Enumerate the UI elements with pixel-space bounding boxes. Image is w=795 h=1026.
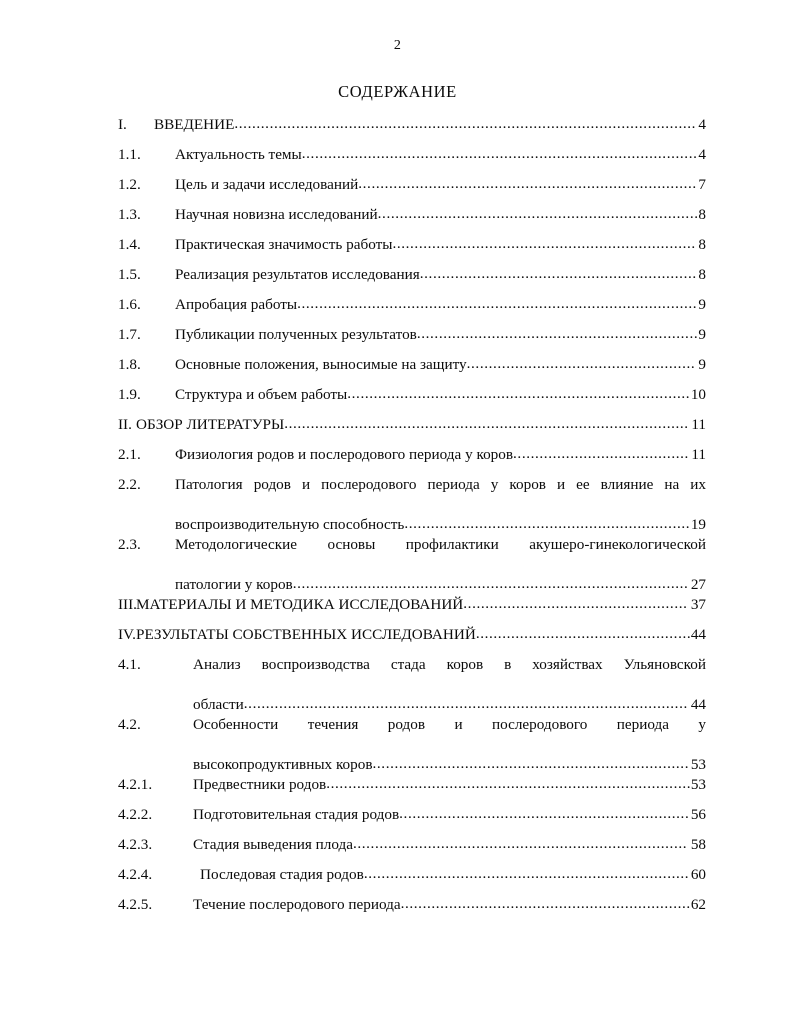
toc-leader-dots: ......................................................................................................... bbox=[234, 115, 697, 132]
toc-entry-number: 1.1. bbox=[118, 146, 141, 163]
toc-entry-label: Подготовительная стадия родов bbox=[193, 806, 400, 823]
toc-entry-number: 4.2.5. bbox=[118, 896, 153, 913]
toc-entry-page: 44 bbox=[690, 626, 706, 643]
toc-entry-page: 56 bbox=[690, 806, 706, 823]
toc-entry-number: 1.6. bbox=[118, 296, 141, 313]
toc-entry-page: 8 bbox=[698, 236, 706, 253]
toc-leader-dots: ................................................................ bbox=[416, 325, 699, 342]
page-number: 2 bbox=[393, 38, 402, 53]
toc-entry[interactable] bbox=[118, 202, 706, 232]
toc-entry[interactable] bbox=[118, 892, 706, 922]
toc-entry-label: РЕЗУЛЬТАТЫ СОБСТВЕННЫХ ИССЛЕДОВАНИЙ bbox=[136, 626, 476, 643]
toc-entry-number: 1.8. bbox=[118, 356, 141, 373]
toc-entry-label-continued: высокопродуктивных коров bbox=[193, 756, 373, 773]
toc-entry-number: IV. bbox=[118, 626, 136, 643]
toc-entry[interactable] bbox=[118, 142, 706, 172]
toc-leader-dots: ........................................ bbox=[513, 445, 689, 462]
toc-entry-page: 58 bbox=[690, 836, 706, 853]
toc-entry-page: 8 bbox=[698, 206, 706, 223]
toc-leader-dots: ......................................................................... bbox=[377, 205, 699, 222]
toc-leader-dots: ........................................................................................... bbox=[297, 295, 698, 312]
toc-entry-label: МАТЕРИАЛЫ И МЕТОДИКА ИССЛЕДОВАНИЙ bbox=[136, 596, 464, 613]
toc-leader-dots: ........................................................................ bbox=[372, 755, 690, 772]
toc-leader-dots: ............................................................................................ bbox=[284, 415, 689, 432]
toc-entry-number: 4.2.1. bbox=[118, 776, 153, 793]
toc-entry-page: 44 bbox=[690, 696, 706, 713]
toc-leader-dots: ............................................................... bbox=[419, 265, 697, 282]
toc-entry-page: 53 bbox=[690, 776, 706, 793]
toc-entry-page: 62 bbox=[690, 896, 706, 913]
toc-entry[interactable] bbox=[118, 622, 706, 652]
toc-leader-dots: ................................................................. bbox=[404, 515, 691, 532]
toc-entry-number: 4.1. bbox=[118, 656, 141, 673]
toc-entry-label: Физиология родов и послеродового периода у коров bbox=[175, 446, 514, 463]
toc-entry-page: 37 bbox=[690, 596, 706, 613]
toc-entry-page: 10 bbox=[690, 386, 706, 403]
toc-entry-label: Структура и объем работы bbox=[175, 386, 348, 403]
toc-entry-number: II. bbox=[118, 416, 132, 433]
toc-entry[interactable] bbox=[118, 262, 706, 292]
toc-leader-dots: .................................................... bbox=[466, 355, 696, 372]
toc-entry[interactable] bbox=[118, 352, 706, 382]
table-of-contents bbox=[118, 112, 706, 922]
toc-entry-page: 9 bbox=[698, 326, 706, 343]
toc-entry[interactable] bbox=[118, 832, 706, 862]
toc-entry[interactable] bbox=[118, 592, 706, 622]
toc-entry-page: 9 bbox=[698, 356, 706, 373]
toc-entry-label: Патология родов и послеродового периода у коров и ее влияние на их bbox=[175, 476, 706, 493]
toc-entry-number: III. bbox=[118, 596, 137, 613]
toc-entry-label: Методологические основы профилактики акушеро-гинекологической bbox=[175, 536, 706, 553]
toc-entry-label: Особенности течения родов и послеродового периода у bbox=[193, 716, 706, 733]
toc-leader-dots: ..................................................................................................... bbox=[243, 695, 688, 712]
toc-entry-label: Стадия выведения плода bbox=[193, 836, 353, 853]
toc-entry-label: Течение послеродового периода bbox=[193, 896, 401, 913]
toc-entry[interactable] bbox=[118, 472, 706, 532]
toc-entry[interactable] bbox=[118, 172, 706, 202]
toc-entry[interactable] bbox=[118, 862, 706, 892]
toc-leader-dots: ..................................................................... bbox=[392, 235, 696, 252]
toc-entry-number: 1.9. bbox=[118, 386, 141, 403]
toc-entry-page: 4 bbox=[698, 116, 706, 133]
toc-entry-page: 8 bbox=[698, 266, 706, 283]
toc-entry[interactable] bbox=[118, 652, 706, 712]
toc-leader-dots: .................................................................. bbox=[400, 895, 691, 912]
toc-entry[interactable] bbox=[118, 412, 706, 442]
toc-leader-dots: ............................................................................. bbox=[358, 175, 697, 192]
toc-entry-label: Реализация результатов исследования bbox=[175, 266, 420, 283]
toc-entry-page: 53 bbox=[690, 756, 706, 773]
toc-entry-label: Анализ воспроизводства стада коров в хозяйствах Ульяновской bbox=[193, 656, 706, 673]
toc-entry-number: 2.2. bbox=[118, 476, 141, 493]
toc-entry-label: Научная новизна исследований bbox=[175, 206, 378, 223]
toc-entry-number: 1.5. bbox=[118, 266, 141, 283]
toc-entry-page: 19 bbox=[690, 516, 706, 533]
toc-entry-label: Основные положения, выносимые на защиту bbox=[175, 356, 467, 373]
toc-leader-dots: ............................................................................ bbox=[352, 835, 688, 852]
toc-entry[interactable] bbox=[118, 532, 706, 592]
toc-leader-dots: .................................................................. bbox=[399, 805, 690, 822]
toc-leader-dots: .............................................................................. bbox=[347, 385, 691, 402]
toc-leader-dots: ................................................... bbox=[463, 595, 688, 612]
toc-entry-label-continued: области bbox=[193, 696, 244, 713]
toc-leader-dots: .......................................................................................... bbox=[292, 575, 689, 592]
toc-entry-page: 7 bbox=[698, 176, 706, 193]
toc-entry[interactable] bbox=[118, 322, 706, 352]
toc-entry-number: I. bbox=[118, 116, 127, 133]
toc-entry-label: Последовая стадия родов bbox=[200, 866, 364, 883]
toc-entry-number: 4.2.3. bbox=[118, 836, 153, 853]
toc-entry-label: Апробация работы bbox=[175, 296, 298, 313]
toc-entry-page: 11 bbox=[691, 416, 706, 433]
toc-entry-number: 1.3. bbox=[118, 206, 141, 223]
toc-entry-page: 27 bbox=[690, 576, 706, 593]
toc-entry-label: Актуальность темы bbox=[175, 146, 302, 163]
toc-entry[interactable] bbox=[118, 232, 706, 262]
toc-entry[interactable] bbox=[118, 442, 706, 472]
toc-entry-label: ОБЗОР ЛИТЕРАТУРЫ bbox=[136, 416, 285, 433]
toc-entry-number: 1.4. bbox=[118, 236, 141, 253]
toc-leader-dots: .......................................................................................... bbox=[301, 145, 698, 162]
toc-leader-dots: .......................................................................... bbox=[363, 865, 690, 882]
toc-entry-label: Публикации полученных результатов bbox=[175, 326, 417, 343]
toc-entry-label: Практическая значимость работы bbox=[175, 236, 393, 253]
toc-entry[interactable] bbox=[118, 292, 706, 322]
toc-entry-number: 4.2.2. bbox=[118, 806, 153, 823]
toc-entry-label: ВВЕДЕНИЕ bbox=[154, 116, 235, 133]
toc-entry-number: 2.1. bbox=[118, 446, 141, 463]
toc-entry-page: 60 bbox=[690, 866, 706, 883]
toc-entry[interactable] bbox=[118, 712, 706, 772]
toc-entry[interactable] bbox=[118, 382, 706, 412]
page-title: СОДЕРЖАНИЕ bbox=[338, 82, 457, 101]
toc-entry[interactable] bbox=[118, 772, 706, 802]
toc-entry-label-continued: патологии у коров bbox=[175, 576, 293, 593]
toc-entry[interactable] bbox=[118, 112, 706, 142]
toc-leader-dots: ................................................................................... bbox=[326, 775, 691, 792]
toc-leader-dots: ................................................. bbox=[475, 625, 691, 642]
toc-entry-number: 1.2. bbox=[118, 176, 141, 193]
toc-entry-page: 4 bbox=[698, 146, 706, 163]
toc-entry-number: 1.7. bbox=[118, 326, 141, 343]
toc-entry[interactable] bbox=[118, 802, 706, 832]
toc-entry-number: 2.3. bbox=[118, 536, 141, 553]
toc-entry-page: 11 bbox=[691, 446, 706, 463]
toc-entry-label: Предвестники родов bbox=[193, 776, 327, 793]
toc-entry-page: 9 bbox=[698, 296, 706, 313]
toc-entry-number: 4.2.4. bbox=[118, 866, 153, 883]
toc-entry-number: 4.2. bbox=[118, 716, 141, 733]
toc-entry-label-continued: воспроизводительную способность bbox=[175, 516, 405, 533]
toc-entry-label: Цель и задачи исследований bbox=[175, 176, 359, 193]
